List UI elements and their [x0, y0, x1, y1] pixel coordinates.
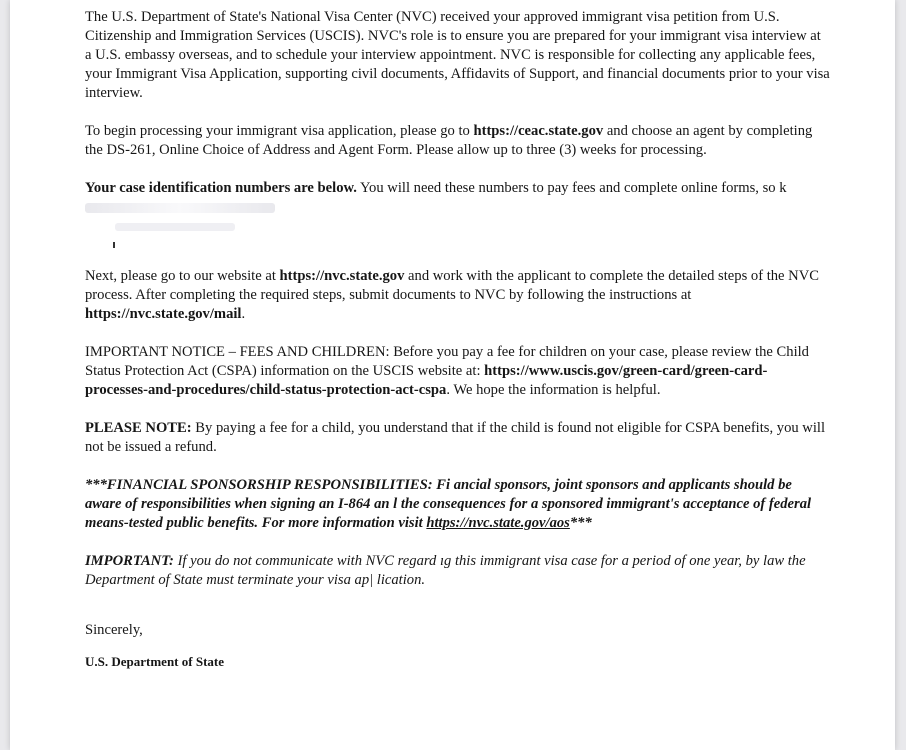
sponsorship-text: ***FINANCIAL SPONSORSHIP RESPONSIBILITIES: Fi ancial sponsors, joint sponsors and applicants should be aware of responsibilities when signing an I-864 an l the consequences for a sponsored immigrant's acceptance of federal means-tested public benefits. For more information visit — [85, 477, 812, 531]
closing: Sincerely, — [85, 622, 143, 638]
redacted-case-numbers — [85, 217, 830, 236]
cspa-text-a: IMPORTANT NOTICE – FEES AND CHILDREN: Before you pay a fee for children on your case, please review the Child Status Protection Act (CSPA) information on the USCIS website at: — [85, 344, 809, 379]
case-numbers-text: You will need these numbers to pay fees and complete online forms, so k — [356, 180, 787, 196]
case-numbers-heading: Your case identification numbers are below. — [85, 180, 357, 196]
ceac-link[interactable]: https://ceac.state.gov — [473, 123, 604, 139]
important-label: IMPORTANT: — [85, 553, 174, 569]
aos-link[interactable]: https://nvc.state.gov/aos — [426, 515, 570, 531]
sponsorship-end: *** — [569, 515, 592, 531]
cspa-notice-paragraph — [85, 343, 830, 400]
termination-text: If you do not communicate with NVC regard ıg this immigrant visa case for a period of one year, by law the Department of State must terminate your visa ap| lication. — [85, 553, 806, 588]
refund-note-paragraph — [85, 419, 830, 457]
redacted-case-numbers-2 — [85, 236, 830, 255]
ceac-text-a: To begin processing your immigrant visa application, please go to — [85, 123, 474, 139]
intro-paragraph — [85, 8, 830, 103]
refund-note-text: By paying a fee for a child, you understand that if the child is found not eligible for CSPA benefits, you will not be issued a refund. — [85, 420, 826, 455]
case-numbers-paragraph — [85, 179, 830, 217]
ceac-text-b: and choose an agent by completing the DS-261, Online Choice of Address and Agent Form. Please allow up to three (3) weeks for processing. — [85, 123, 813, 158]
document-page — [10, 0, 895, 750]
nvc-text-a: Next, please go to our website at — [85, 268, 280, 284]
nvc-mail-link[interactable]: https://nvc.state.gov/mail — [85, 306, 242, 322]
signature: U.S. Department of State — [85, 654, 225, 669]
nvc-text-c: . — [241, 306, 246, 322]
cspa-link[interactable]: https://www.uscis.gov/green-card/green-card-processes-and-procedures/child-status-protection-act-cspa — [85, 363, 768, 398]
nvc-website-paragraph — [85, 267, 830, 324]
nvc-text-b: and work with the applicant to complete the detailed steps of the NVC process. After completing the required steps, submit documents to NVC by following the instructions at — [85, 268, 819, 303]
termination-paragraph — [85, 552, 830, 590]
sponsorship-paragraph — [85, 476, 830, 533]
cspa-text-b: . We hope the information is helpful. — [446, 382, 661, 398]
letter-body — [85, 8, 830, 671]
ceac-paragraph — [85, 122, 830, 160]
nvc-website-link[interactable]: https://nvc.state.gov — [279, 268, 405, 284]
please-note-label: PLEASE NOTE: — [85, 420, 192, 436]
intro-text: The U.S. Department of State's National Visa Center (NVC) received your approved immigrant visa petition from U.S. Citizenship and Immigration Services (USCIS). NVC's role is to ensure you are prepared for your immigrant visa interview at a U.S. embassy overseas, and to schedule your interview appointment. NVC is responsible for collecting any applicable fees, your Immigrant Visa Application, supporting civil documents, Affidavits of Support, and financial documents prior to your visa interview. — [85, 9, 830, 101]
redacted-text — [85, 203, 275, 213]
